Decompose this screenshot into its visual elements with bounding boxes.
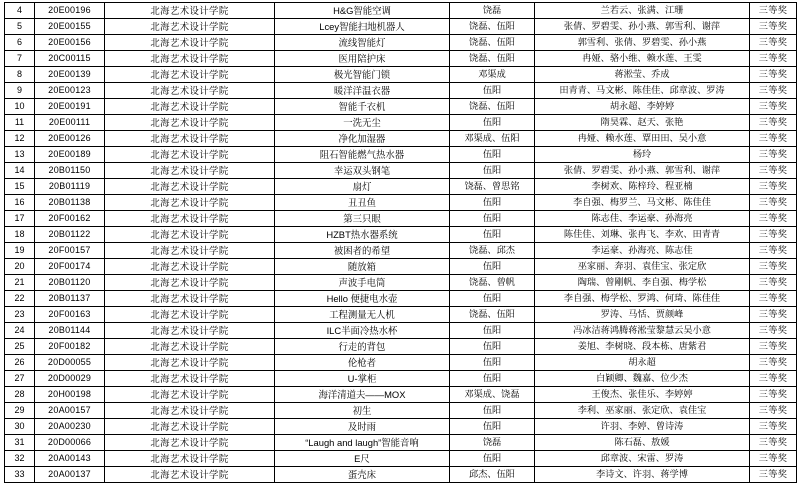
row-work-title: 医用陪护床 — [275, 51, 450, 67]
table-row — [5, 307, 797, 323]
table-row — [5, 275, 797, 291]
row-school: 北海艺术设计学院 — [105, 211, 275, 227]
row-work-title: 扇灯 — [275, 179, 450, 195]
row-work-code: 20E00126 — [35, 131, 105, 147]
row-award: 三等奖 — [750, 179, 797, 195]
row-sequence: 8 — [5, 67, 35, 83]
row-students: 陈石磊、敖媛 — [535, 435, 750, 451]
row-students: 隋昊霖、赵天、张艳 — [535, 115, 750, 131]
row-sequence: 26 — [5, 355, 35, 371]
row-students: 陶瑞、曾剛帆、李自强、梅学松 — [535, 275, 750, 291]
table-row — [5, 403, 797, 419]
row-award: 三等奖 — [750, 131, 797, 147]
row-award: 三等奖 — [750, 403, 797, 419]
row-students: 张倩、罗碧雯、孙小燕、郭雪利、谢萍 — [535, 19, 750, 35]
row-students: 李诗文、许羽、蒋学博 — [535, 467, 750, 483]
row-students: 张倩、罗碧雯、孙小燕、郭雪利、谢萍 — [535, 163, 750, 179]
row-work-code: 20A00230 — [35, 419, 105, 435]
row-sequence: 33 — [5, 467, 35, 483]
row-advisor: 伍阳 — [450, 147, 535, 163]
row-work-code: 20E00189 — [35, 147, 105, 163]
row-school: 北海艺术设计学院 — [105, 3, 275, 19]
table-row — [5, 163, 797, 179]
award-table — [4, 2, 797, 483]
row-award: 三等奖 — [750, 467, 797, 483]
row-school: 北海艺术设计学院 — [105, 451, 275, 467]
row-school: 北海艺术设计学院 — [105, 339, 275, 355]
row-advisor: 伍阳 — [450, 403, 535, 419]
table-row — [5, 323, 797, 339]
table-row — [5, 99, 797, 115]
row-work-code: 20E00155 — [35, 19, 105, 35]
row-work-title: 声波手电筒 — [275, 275, 450, 291]
row-advisor: 伍阳 — [450, 163, 535, 179]
row-school: 北海艺术设计学院 — [105, 131, 275, 147]
row-advisor: 伍阳 — [450, 371, 535, 387]
row-sequence: 28 — [5, 387, 35, 403]
row-sequence: 24 — [5, 323, 35, 339]
row-work-title: 工程测量无人机 — [275, 307, 450, 323]
row-advisor: 伍阳 — [450, 355, 535, 371]
row-award: 三等奖 — [750, 259, 797, 275]
row-award: 三等奖 — [750, 371, 797, 387]
row-students: 巫家丽、奔羽、袁佳宝、张定欣 — [535, 259, 750, 275]
row-work-code: 20E00139 — [35, 67, 105, 83]
row-award: 三等奖 — [750, 435, 797, 451]
row-work-title: 行走的背包 — [275, 339, 450, 355]
row-sequence: 4 — [5, 3, 35, 19]
row-work-title: 蛋壳床 — [275, 467, 450, 483]
row-award: 三等奖 — [750, 35, 797, 51]
row-advisor: 饶磊、伍阳 — [450, 307, 535, 323]
row-award: 三等奖 — [750, 163, 797, 179]
row-work-title: 极光智能门锁 — [275, 67, 450, 83]
table-row — [5, 467, 797, 483]
row-students: 兰若云、张满、江珊 — [535, 3, 750, 19]
row-award: 三等奖 — [750, 419, 797, 435]
table-row — [5, 387, 797, 403]
row-work-title: 伦枪者 — [275, 355, 450, 371]
row-sequence: 5 — [5, 19, 35, 35]
row-students: 李运豪、孙海亮、陈志佳 — [535, 243, 750, 259]
row-sequence: 13 — [5, 147, 35, 163]
award-table-body — [5, 3, 797, 483]
row-school: 北海艺术设计学院 — [105, 419, 275, 435]
row-award: 三等奖 — [750, 387, 797, 403]
row-students: 陈志佳、李运豪、孙海亮 — [535, 211, 750, 227]
row-sequence: 30 — [5, 419, 35, 435]
row-advisor: 伍阳 — [450, 83, 535, 99]
row-work-code: 20B01120 — [35, 275, 105, 291]
row-school: 北海艺术设计学院 — [105, 147, 275, 163]
table-row — [5, 371, 797, 387]
row-award: 三等奖 — [750, 67, 797, 83]
row-work-code: 20A00157 — [35, 403, 105, 419]
table-row — [5, 51, 797, 67]
row-advisor: 饶磊、伍阳 — [450, 99, 535, 115]
row-school: 北海艺术设计学院 — [105, 51, 275, 67]
row-school: 北海艺术设计学院 — [105, 67, 275, 83]
row-advisor: 伍阳 — [450, 259, 535, 275]
table-row — [5, 195, 797, 211]
row-work-code: 20A00143 — [35, 451, 105, 467]
row-sequence: 10 — [5, 99, 35, 115]
row-students: 许羽、李婷、曾诗涛 — [535, 419, 750, 435]
table-row — [5, 259, 797, 275]
row-work-code: 20B01138 — [35, 195, 105, 211]
row-work-title: 及时雨 — [275, 419, 450, 435]
row-work-code: 20B01122 — [35, 227, 105, 243]
row-award: 三等奖 — [750, 3, 797, 19]
row-students: 蒋淞莹、乔成 — [535, 67, 750, 83]
row-sequence: 25 — [5, 339, 35, 355]
row-work-code: 20A00137 — [35, 467, 105, 483]
table-row — [5, 19, 797, 35]
row-advisor: 邓渠成、伍阳 — [450, 131, 535, 147]
row-school: 北海艺术设计学院 — [105, 115, 275, 131]
row-award: 三等奖 — [750, 115, 797, 131]
row-advisor: 伍阳 — [450, 419, 535, 435]
row-students: 姜旭、李树晓、段本栋、唐紫君 — [535, 339, 750, 355]
row-sequence: 27 — [5, 371, 35, 387]
row-award: 三等奖 — [750, 195, 797, 211]
row-school: 北海艺术设计学院 — [105, 195, 275, 211]
row-advisor: 邓渠成 — [450, 67, 535, 83]
row-sequence: 17 — [5, 211, 35, 227]
row-work-code: 20E00156 — [35, 35, 105, 51]
table-row — [5, 419, 797, 435]
row-school: 北海艺术设计学院 — [105, 467, 275, 483]
row-award: 三等奖 — [750, 211, 797, 227]
table-row — [5, 115, 797, 131]
row-work-title: 暖洋洋温衣器 — [275, 83, 450, 99]
row-advisor: 邱杰、伍阳 — [450, 467, 535, 483]
row-work-title: Lcey智能扫地机器人 — [275, 19, 450, 35]
row-students: 冯冰洁蒋鸿腾蒋淞莹黎慧云吴小意 — [535, 323, 750, 339]
row-work-code: 20B01137 — [35, 291, 105, 307]
row-award: 三等奖 — [750, 19, 797, 35]
row-work-title: 幸运双头钢笔 — [275, 163, 450, 179]
row-sequence: 21 — [5, 275, 35, 291]
row-award: 三等奖 — [750, 147, 797, 163]
row-work-code: 20E00191 — [35, 99, 105, 115]
row-award: 三等奖 — [750, 83, 797, 99]
row-work-code: 20F00174 — [35, 259, 105, 275]
row-school: 北海艺术设计学院 — [105, 371, 275, 387]
row-students: 李自强、梅罗兰、马文彬、陈佳佳 — [535, 195, 750, 211]
row-award: 三等奖 — [750, 323, 797, 339]
table-row — [5, 83, 797, 99]
row-work-code: 20F00162 — [35, 211, 105, 227]
row-work-title: 被困者的希望 — [275, 243, 450, 259]
row-sequence: 29 — [5, 403, 35, 419]
row-school: 北海艺术设计学院 — [105, 99, 275, 115]
row-students: 罗涛、马恬、贾颜峰 — [535, 307, 750, 323]
row-work-code: 20E00123 — [35, 83, 105, 99]
row-advisor: 饶磊 — [450, 3, 535, 19]
row-students: 冉娅、骆小维、赖水莲、王雯 — [535, 51, 750, 67]
row-award: 三等奖 — [750, 99, 797, 115]
row-sequence: 20 — [5, 259, 35, 275]
row-students: 李利、巫家丽、张定欣、袁佳宝 — [535, 403, 750, 419]
row-award: 三等奖 — [750, 51, 797, 67]
row-sequence: 22 — [5, 291, 35, 307]
row-school: 北海艺术设计学院 — [105, 35, 275, 51]
row-sequence: 32 — [5, 451, 35, 467]
table-row — [5, 435, 797, 451]
row-work-title: “Laugh and laugh”智能音响 — [275, 435, 450, 451]
table-row — [5, 3, 797, 19]
row-advisor: 伍阳 — [450, 323, 535, 339]
row-sequence: 6 — [5, 35, 35, 51]
row-sequence: 7 — [5, 51, 35, 67]
row-work-code: 20C00115 — [35, 51, 105, 67]
table-row — [5, 131, 797, 147]
row-school: 北海艺术设计学院 — [105, 403, 275, 419]
row-school: 北海艺术设计学院 — [105, 83, 275, 99]
table-row — [5, 211, 797, 227]
row-work-title: HZBT热水器系统 — [275, 227, 450, 243]
row-work-code: 20B01144 — [35, 323, 105, 339]
row-work-code: 20B01150 — [35, 163, 105, 179]
row-students: 胡永超、李婷婷 — [535, 99, 750, 115]
row-school: 北海艺术设计学院 — [105, 179, 275, 195]
table-row — [5, 355, 797, 371]
row-award: 三等奖 — [750, 275, 797, 291]
row-work-code: 20F00182 — [35, 339, 105, 355]
row-school: 北海艺术设计学院 — [105, 355, 275, 371]
row-work-title: 丑丑鱼 — [275, 195, 450, 211]
row-advisor: 伍阳 — [450, 339, 535, 355]
row-work-title: 智能千衣机 — [275, 99, 450, 115]
row-advisor: 伍阳 — [450, 211, 535, 227]
row-sequence: 18 — [5, 227, 35, 243]
row-sequence: 9 — [5, 83, 35, 99]
row-advisor: 饶磊、伍阳 — [450, 51, 535, 67]
row-school: 北海艺术设计学院 — [105, 387, 275, 403]
row-students: 郭雪利、张倩、罗碧雯、孙小燕 — [535, 35, 750, 51]
row-award: 三等奖 — [750, 355, 797, 371]
row-sequence: 14 — [5, 163, 35, 179]
row-work-code: 20E00111 — [35, 115, 105, 131]
row-work-title: 第三只眼 — [275, 211, 450, 227]
row-award: 三等奖 — [750, 307, 797, 323]
row-students: 李树欢、陈梓玲、程亚楠 — [535, 179, 750, 195]
row-work-title: ILC半面冷热水杯 — [275, 323, 450, 339]
row-advisor: 伍阳 — [450, 115, 535, 131]
row-advisor: 饶磊、曾帆 — [450, 275, 535, 291]
row-sequence: 31 — [5, 435, 35, 451]
table-row — [5, 339, 797, 355]
row-work-title: H&G智能空调 — [275, 3, 450, 19]
row-sequence: 12 — [5, 131, 35, 147]
table-row — [5, 67, 797, 83]
row-work-title: U-掌柜 — [275, 371, 450, 387]
row-school: 北海艺术设计学院 — [105, 243, 275, 259]
row-advisor: 伍阳 — [450, 195, 535, 211]
row-advisor: 饶磊 — [450, 435, 535, 451]
row-work-title: 初生 — [275, 403, 450, 419]
row-students: 白颖卿、魏嘉、位少杰 — [535, 371, 750, 387]
row-students: 陈佳佳、刘琳、张冉飞、李欢、田青青 — [535, 227, 750, 243]
row-sequence: 15 — [5, 179, 35, 195]
table-row — [5, 35, 797, 51]
row-work-title: 海洋清道夫——MOX — [275, 387, 450, 403]
table-row — [5, 451, 797, 467]
row-work-title: Hello 便捷电水壶 — [275, 291, 450, 307]
row-school: 北海艺术设计学院 — [105, 307, 275, 323]
row-students: 胡永超 — [535, 355, 750, 371]
row-award: 三等奖 — [750, 339, 797, 355]
row-work-title: E尺 — [275, 451, 450, 467]
row-work-title: 流线智能灯 — [275, 35, 450, 51]
row-students: 杨玲 — [535, 147, 750, 163]
row-advisor: 伍阳 — [450, 291, 535, 307]
row-students: 李自强、梅学松、罗鸿、何琦、陈佳佳 — [535, 291, 750, 307]
row-work-code: 20F00163 — [35, 307, 105, 323]
row-students: 王俊杰、张佳乐、李婷婷 — [535, 387, 750, 403]
row-work-title: 净化加湿器 — [275, 131, 450, 147]
row-students: 邱章波、宋雷、罗涛 — [535, 451, 750, 467]
table-row — [5, 227, 797, 243]
table-row — [5, 179, 797, 195]
row-work-code: 20E00196 — [35, 3, 105, 19]
row-sequence: 23 — [5, 307, 35, 323]
row-advisor: 伍阳 — [450, 451, 535, 467]
table-row — [5, 243, 797, 259]
row-sequence: 11 — [5, 115, 35, 131]
row-sequence: 19 — [5, 243, 35, 259]
row-work-title: 阻石智能燃气热水器 — [275, 147, 450, 163]
row-advisor: 饶磊、伍阳 — [450, 35, 535, 51]
row-school: 北海艺术设计学院 — [105, 259, 275, 275]
row-work-code: 20D00066 — [35, 435, 105, 451]
row-school: 北海艺术设计学院 — [105, 291, 275, 307]
row-advisor: 邓渠成、饶磊 — [450, 387, 535, 403]
row-award: 三等奖 — [750, 291, 797, 307]
row-school: 北海艺术设计学院 — [105, 163, 275, 179]
row-work-code: 20D00029 — [35, 371, 105, 387]
row-school: 北海艺术设计学院 — [105, 19, 275, 35]
row-sequence: 16 — [5, 195, 35, 211]
row-work-code: 20F00157 — [35, 243, 105, 259]
table-row — [5, 291, 797, 307]
row-school: 北海艺术设计学院 — [105, 227, 275, 243]
row-students: 田青青、马文彬、陈佳佳、邱章波、罗涛 — [535, 83, 750, 99]
row-award: 三等奖 — [750, 451, 797, 467]
row-work-title: 一洗无尘 — [275, 115, 450, 131]
row-advisor: 饶磊、曾思铭 — [450, 179, 535, 195]
row-school: 北海艺术设计学院 — [105, 435, 275, 451]
row-award: 三等奖 — [750, 227, 797, 243]
row-award: 三等奖 — [750, 243, 797, 259]
row-school: 北海艺术设计学院 — [105, 323, 275, 339]
table-row — [5, 147, 797, 163]
row-school: 北海艺术设计学院 — [105, 275, 275, 291]
row-work-title: 随放箱 — [275, 259, 450, 275]
row-work-code: 20D00055 — [35, 355, 105, 371]
row-students: 冉娅、赖水莲、覃田田、吴小意 — [535, 131, 750, 147]
row-advisor: 饶磊、邱杰 — [450, 243, 535, 259]
row-advisor: 饶磊、伍阳 — [450, 19, 535, 35]
row-work-code: 20B01119 — [35, 179, 105, 195]
row-advisor: 伍阳 — [450, 227, 535, 243]
row-work-code: 20H00198 — [35, 387, 105, 403]
